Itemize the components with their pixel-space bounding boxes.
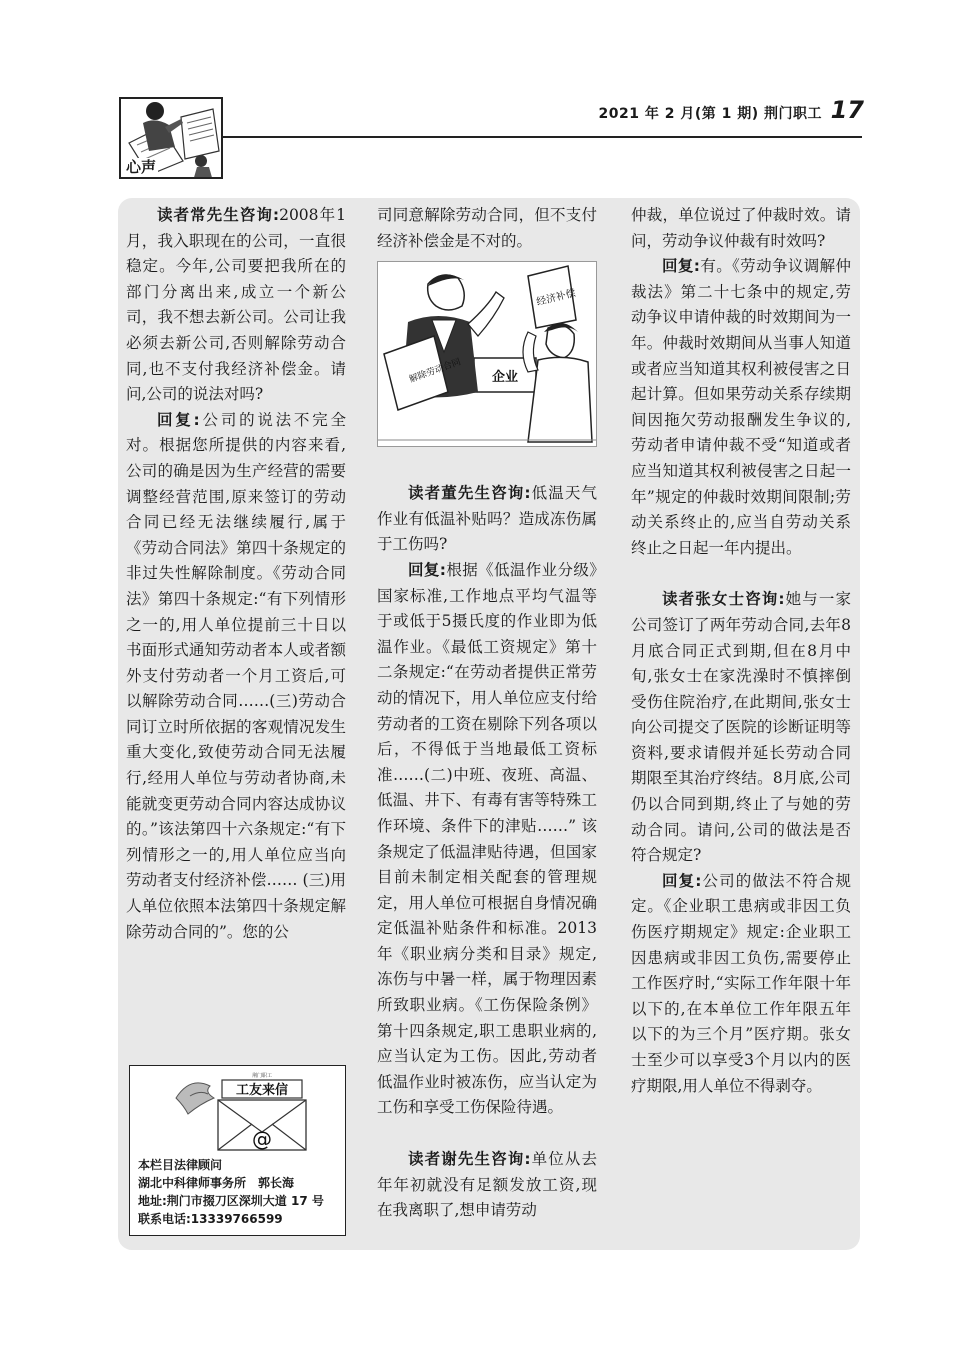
sign-right: 经济补偿 [535, 288, 577, 309]
sign-left: 解除劳动合同 [408, 357, 463, 386]
letter-envelope-icon [170, 1070, 310, 1154]
at-symbol: @ [252, 1127, 272, 1151]
cartoon-illustration [377, 261, 597, 447]
column-1 [126, 203, 346, 945]
contact-line-2: 湖北中科律师事务所 郭长海 [138, 1176, 295, 1190]
qa4-question [631, 587, 851, 869]
qa3-question-name: 读者谢先生咨询: [408, 1150, 531, 1169]
labor-dispute-cartoon-icon [378, 262, 596, 446]
qa2-answer [377, 558, 597, 1121]
qa4-question-text: 她与一家公司签订了两年劳动合同,去年8月底合同正式到期,但在8月中旬,张女士在家洗澡时不慎摔倒受伤住院治疗,在此期间,张女士向公司提交了医院的诊断证明等资料,要求请假并延长劳动合同期限至其治疗终结。8月底,公司仍以合同到期,终止了与她的劳动合同。请问,公司的做法是否符合规定? [631, 590, 851, 865]
emblem-small: 荆门职工 [251, 1073, 273, 1079]
qa1-question-text: 2008年1月，我入职现在的公司，一直很稳定。今年,公司要把我所在的部门分离出来,成立一个新公司，我不想去新公司。公司让我必须去新公司,否则解除劳动合同,也不支付我经济补偿金。请问,公司的说法对吗? [126, 206, 346, 404]
content-panel [118, 198, 860, 1250]
qa1-answer-continued: 司同意解除劳动合同，但不支付经济补偿金是不对的。 [377, 206, 597, 250]
qa1-question-name: 读者常先生咨询: [157, 206, 280, 224]
qa2-answer-text: 根据《低温作业分级》国家标准,工作地点平均气温等于或低于5摄氏度的作业即为低温作业。《最低工资规定》第十二条规定:“在劳动者提供正常劳动的情况下，用人单位应支付给劳动者的工资在剔除下列各项以后，不得低于当地最低工资标准……(二)中班、夜班、高温、低温、井下、有毒有害等特殊工作环境、条件下的津贴……” 该条规定了低温津贴待遇，但国家目前未制定相关配套的管理规定，用人单位可根据自身情况确定低温补贴条件和标准。2013年《职业病分类和目录》规定,冻伤与中暑一样，属于物理因素所致职业病。《工伤保险条例》第十四条规定,职工患职业病的,应当认定为工伤。因此,劳动者低温作业时被冻伤，应当认定为工伤和享受工伤保险待遇。 [377, 560, 597, 1117]
qa3-answer [631, 254, 851, 561]
column-3 [631, 203, 851, 1099]
section-label: 心声 [126, 158, 157, 176]
qa3-answer-text: 有。《劳动争议调解仲裁法》第二十七条中的规定,劳动争议申请仲裁的时效期间为一年。仲裁时效期间从当事人知道或者应当知道其权利被侵害之日起计算。但如果劳动关系存续期间因拖欠劳动报酬发生争议的,劳动者申请仲裁不受“知道或者应当知道其权利被侵害之日起一年”规定的仲裁时效期间限制;劳动关系终止的,应当自劳动关系终止之日起一年内提出。 [631, 257, 851, 557]
issue-info: 2021 年 2 月(第 1 期) 荆门职工 [598, 106, 822, 122]
contact-line-4: 联系电话:13339766599 [138, 1212, 283, 1226]
qa3-answer-label: 回复: [662, 257, 700, 276]
contact-info [138, 1156, 324, 1228]
contact-line-3: 地址:荆门市掇刀区深圳大道 17 号 [138, 1194, 324, 1208]
section-logo [119, 97, 223, 179]
column-2 [377, 203, 597, 1224]
qa2-question [377, 481, 597, 558]
qa1-answer-label: 回复: [157, 410, 200, 429]
qa2-question-name: 读者董先生咨询: [408, 484, 531, 503]
qa4-answer-text: 公司的做法不符合规定。《企业职工患病或非因工负伤医疗期规定》规定:企业职工因患病或非因工负伤,需要停止工作医疗时,“实际工作年限十年以下的,在本单位工作年限五年以下的为三个月”医疗期。张女士至少可以享受3个月以内的医疗期限,用人单位不得剥夺。 [631, 871, 851, 1095]
page-number: 17 [830, 96, 864, 124]
qa4-question-name: 读者张女士咨询: [662, 590, 785, 609]
qa2-answer-label: 回复: [408, 560, 446, 579]
contact-box [129, 1065, 346, 1236]
qa1-question [126, 203, 346, 408]
header-rule [223, 136, 862, 138]
qa4-answer [631, 869, 851, 1099]
qa3-question [377, 1147, 597, 1224]
page-header [0, 0, 960, 200]
qa1-answer-text: 公司的说法不完全对。根据您所提供的内容来看,公司的确是因为生产经营的需要调整经营范围,原来签订的劳动合同已经无法继续履行,属于《劳动合同法》第四十条规定的非过失性解除制度。《劳动合同法》第四十条规定:“有下列情形之一的,用人单位提前三十日以书面形式通知劳动者本人或者额外支付劳动者一个月工资后,可以解除劳动合同……(三)劳动合同订立时所依据的客观情况发生重大变化,致使劳动合同无法履行,经用人单位与劳动者协商,未能就变更劳动合同内容达成协议的。”该法第四十六条规定:“有下列情形之一的,用人单位应当向劳动者支付经济补偿…… (三)用人单位依照本法第四十条规定解除劳动合同的”。您的公 [126, 410, 346, 941]
qa4-answer-label: 回复: [662, 871, 702, 890]
emblem-title: 工友来信 [235, 1083, 289, 1098]
desk-label: 企业 [491, 370, 519, 386]
qa3-question-continued: 仲裁，单位说过了仲裁时效。请问，劳动争议仲裁有时效吗? [631, 206, 851, 250]
contact-line-1: 本栏目法律顾问 [138, 1158, 223, 1172]
qa3-question-text: 单位从去年年初就没有足额发放工资,现在我离职了,想申请劳动 [377, 1150, 597, 1220]
qa2-question-text: 低温天气作业有低温补贴吗？造成冻伤属于工伤吗? [377, 484, 597, 554]
qa1-answer [126, 408, 346, 945]
